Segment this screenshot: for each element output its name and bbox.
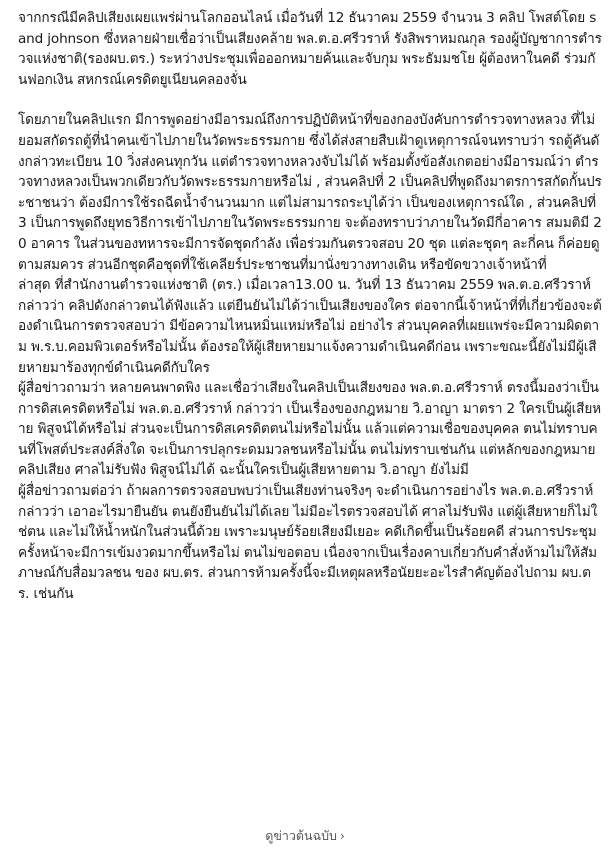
- article-body: [18, 8, 602, 605]
- article-paragraph-clips: โดยภายในคลิปแรก มีการพูดอย่างมีอารมณ์ถึงการปฏิบัติหน้าที่ของกองบังคับการตำรวจทางหลวง ที่ไม่ยอมสกัดรถตู้ที่นำคนเข้าไปภายในวัดพระธรรมกาย ซึ่งได้ส่งสายสืบเฝ้าดูเหตุการณ์จนทราบว่า รถตู้คันดังกล่าวทะเบียน 10 วิ่งส่งคนทุกวัน แต่ตำรวจทางหลวงจับไม่ได้ พร้อมตั้งข้อสังเกตอย่างมีอารมณ์ว่า ตำรวจทางหลวงเป็นพวกเดียวกับวัดพระธรรมกายหรือไม่ , ส่วนคลิปที่ 2 เป็นคลิปที่พูดถึงมาตรการสกัดกั้นประชาชนว่า ต้องมีการใช้รถฉีดน้ำจำนวนมาก แต่ไม่สามารถระบุได้ว่า เป็นของเหตุการณ์ใด , ส่วนคลิปที่ 3 เป็นการพูดถึงยุทธวิธีการเข้าไปภายในวัดพระธรรมกาย จะต้องทราบว่าภายในวัดมีกี่อาคาร สมมติมี 20 อาคาร ในส่วนของทหารจะมีการจัดชุดกำลัง เพื่อร่วมกันตรวจสอบ 20 ชุด แต่ละชุดๆ ละกี่คน ก็ค่อยดูตามสมควร ส่วนอีกชุดคือชุดที่ใช้เคลียร์ประชาชนที่มานั่งขวางทางเดิน หรือขัดขวางเจ้าหน้าที่: [18, 112, 602, 273]
- view-original-news-link[interactable]: [0, 826, 610, 846]
- article-paragraph-intro: จากกรณีมีคลิปเสียงเผยแพร่ผ่านโลกออนไลน์ เมื่อวันที่ 12 ธันวาคม 2559 จำนวน 3 คลิป โพสต์โดย sand johnson ซึ่งหลายฝ่ายเชื่อว่าเป็นเสียงคล้าย พล.ต.อ.ศรีวราห์ รังสิพราหมณกุล รองผู้บัญชาการตำรวจแห่งชาติ(รองผบ.ตร.) ระหว่างประชุมเพื่อออกหมายค้นและจับกุม พระธัมมชโย ผู้ต้องหาในคดี ร่วมกันฟอกเงิน สหกรณ์เครดิตยูเนียนคลองจั่น: [18, 10, 602, 88]
- article-paragraph-latest: ล่าสุด ที่สำนักงานตำรวจแห่งชาติ (ตร.) เมื่อเวลา13.00 น. วันที่ 13 ธันวาคม 2559 พล.ต.อ.ศรีวราห์ กล่าวว่า คลิปดังกล่าวตนได้ฟังแล้ว แต่ยืนยันไม่ได้ว่าเป็นเสียงของใคร ต่อจากนี้เจ้าหน้าที่ที่เกี่ยวข้องจะต้องดำเนินการตรวจสอบว่า มีข้อความไหนหมิ่นแหม่หรือไม่ อย่างไร ส่วนบุคคลที่เผยแพร่จะมีความผิดตาม พ.ร.บ.คอมพิวเตอร์หรือไม่นั้น ต้องรอให้ผู้เสียหายมาแจ้งความดำเนินคดีก่อน เพราะขณะนี้ยังไม่มีผู้เสียหายมาร้องทุกข์ดำเนินคดีกับใคร: [18, 277, 602, 376]
- article-paragraph-question-1: ผู้สื่อข่าวถามว่า หลายคนพาดพิง และเชื่อว่าเสียงในคลิปเป็นเสียงของ พล.ต.อ.ศรีวราห์ ตรงนี้มองว่าเป็นการดิสเครดิตหรือไม่ พล.ต.อ.ศรีวราห์ กล่าวว่า เป็นเรื่องของกฎหมาย วิ.อาญา มาตรา 2 ใครเป็นผู้เสียหาย พิสูจน์ได้หรือไม่ ส่วนจะเป็นการดิสเครดิตตนไม่หรือไม่นั้น แล้วแต่ความเชื่อของบุคคล ตนไม่ทราบคนที่โพสต์ประสงค์สิ่งใด จะเป็นการปลุกระดมมวลชนหรือไม่นั้น ตนไม่ทราบเช่นกัน แต่หลักของกฎหมายคลิปเสียง ศาลไม่รับฟัง พิสูจน์ไม่ได้ ฉะนั้นใครเป็นผู้เสียหายตาม วิ.อาญา ยังไม่มี: [18, 380, 601, 479]
- chevron-right-icon: ›: [339, 829, 345, 843]
- view-original-news-label: ดูข่าวต้นฉบับ: [265, 828, 337, 843]
- article-paragraph-question-2: ผู้สื่อข่าวถามต่อว่า ถ้าผลการตรวจสอบพบว่าเป็นเสียงท่านจริงๆ จะดำเนินการอย่างไร พล.ต.อ.ศรีวราห์ กล่าวว่า เอาอะไรมายืนยัน ตนยังยืนยันไม่ได้เลย ไม่มีอะไรตรวจสอบได้ ศาลไม่รับฟัง แต่ผู้เสียหายก็ไม่ใช่ตน และไม่ให้น้ำหนักในส่วนนี้ด้วย เพราะมนุษย์ร้อยเสียงมีเยอะ คดีเกิดขึ้นเป็นร้อยคดี ส่วนการประชุมครั้งหน้าจะมีการเข้มงวดมากขึ้นหรือไม่ ตนไม่ขอตอบ เนื่องจากเป็นเรื่องคาบเกี่ยวกับคำสั่งห้ามไม่ให้สัมภาษณ์กับสื่อมวลชน ของ ผบ.ตร. ส่วนการห้ามครั้งนี้จะมีเหตุผลหรือนัยยะอะไรสำคัญต้องไปถาม ผบ.ตร. เช่นกัน: [18, 483, 598, 603]
